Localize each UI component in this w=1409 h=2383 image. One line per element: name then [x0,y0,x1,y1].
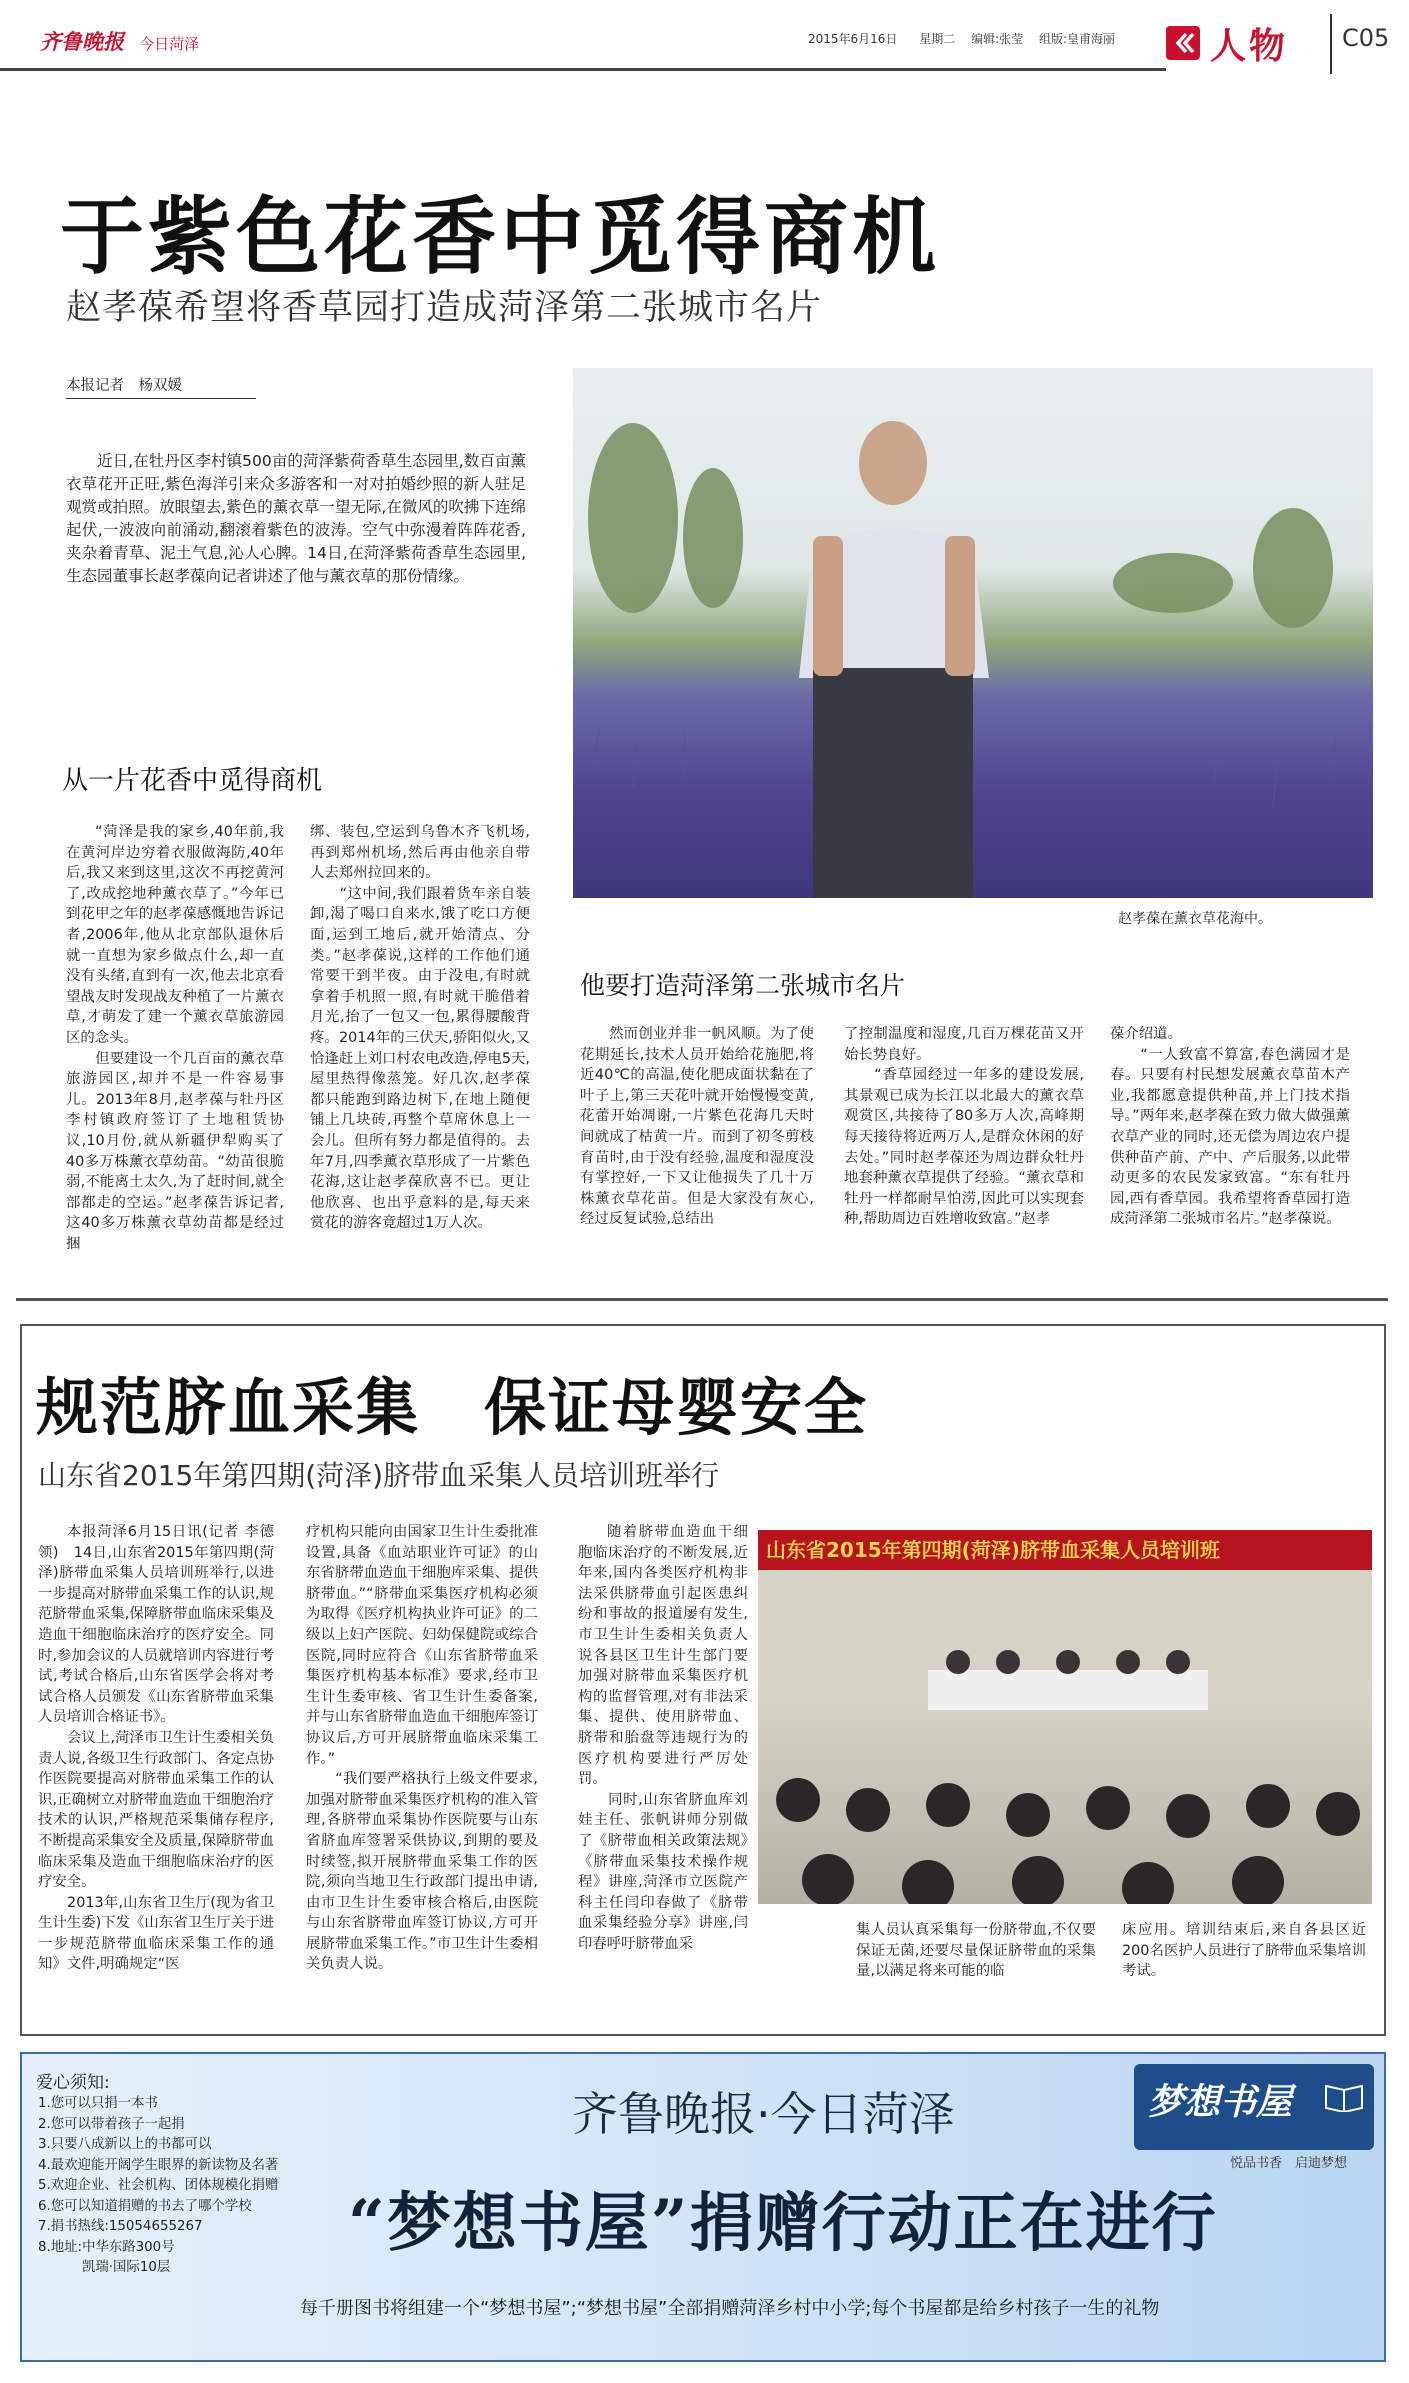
dream-book-house-logo [1134,2064,1374,2150]
book-icon [1324,2082,1364,2112]
notice-item: 4.最欢迎能开阔学生眼界的新读物及名著 [38,2157,279,2173]
header-meta [808,30,1115,47]
editor-credit: 编辑:张莹 [971,32,1024,46]
notice-item: 8.地址:中华东路300号 [38,2239,175,2255]
masthead [40,26,280,52]
story2-col3: 随着脐带血造血干细胞临床治疗的不断发展,近年来,国内各类医疗机构非法采供脐带血引起医患纠纷和事故的报道屡有发生,市卫生计生委相关负责人说各县区卫生计生部门要加强对脐带血采集医疗机构的监督管理,对有非法采集、提供、使用脐带血、脐带和胎盘等违规行为的医疗机构要进行严厉处罚。 同时,山东省脐血库刘娃主任、张帆讲师分别做了《脐带血相关政策法规》《脐带血采集技术操作规程》讲座,菏泽市立医院产科主任闫印春做了《脐带血采集经验分享》讲座,闫印春呼吁脐带血采 [578,1524,748,1952]
story1-lead: 近日,在牡丹区李村镇500亩的菏泽紫荷香草生态园里,数百亩薰衣草花开正旺,紫色海洋引来众多游客和一对对拍婚纱照的新人驻足观赏或拍照。放眼望去,紫色的薰衣草一望无际,在微风的吹拂下连绵起伏,一波波向前涌动,翻滚着紫色的波涛。空气中弥漫着阵阵花香,夹杂着青草、泥土气息,沁人心脾。14日,在菏泽紫荷香草生态园里,生态园董事长赵孝葆向记者讲述了他与薰衣草的那份情缘。 [66,452,526,585]
story1-photo-caption: 赵孝葆在薰衣草花海中。 [1118,911,1272,927]
story1-headline: 于紫色花香中觅得商机 [60,187,941,286]
issue-date: 2015年6月16日 [808,32,898,46]
notice-item: 7.捐书热线:15054655267 [38,2219,203,2234]
story1-col2: 绑、装包,空运到乌鲁木齐飞机场,再到郑州机场,然后再由他亲自带人去郑州拉回来的。 “这中间,我们跟着货车亲自装卸,渴了喝口自来水,饿了吃口方便面,运到工地后,就开始清点、分类。”赵孝葆说,这样的工作他们通常要干到半夜。由于没电,有时就拿着手机照一照,有时就干脆借着月光,抬了一包又一包,累得腰酸背疼。2014年的三伏天,骄阳似火,又恰逢赶上刘口村农电改造,停电5天,屋里热得像蒸笼。好几次,赵孝葆都只能跑到路边树下,在地上随便铺上几块砖,再整个草席休息上一会儿。但所有努力都是值得的。去年7月,四季薰衣草形成了一片紫色花海,这让赵孝葆欣喜不已。更让他欣喜、也出乎意料的是,每天来赏花的游客竟超过1万人次。 [310,824,530,1232]
notice-item: 凯瑞·国际10层 [82,2260,171,2275]
story2-photo [758,1530,1372,1904]
notice-list [38,2094,338,2279]
book-drive-ad [20,2052,1386,2362]
story1-byline: 本报记者 杨双媛 [66,378,182,394]
story1-col5: 葆介绍道。 “一人致富不算富,春色满园才是春。只要有村民想发展薰衣草苗木产业,我都愿意提供种苗,并上门技术指导。”两年来,赵孝葆在致力做大做强薰衣草产业的同时,还无偿为周边农户提供种苗产前、产中、产后服务,以此带动更多的农民发家致富。“东有牡丹园,西有香草园。我希望将香草园打造成菏泽第二张城市名片。”赵孝葆说。 [1110,1026,1350,1228]
story2-col1: 本报菏泽6月15日讯(记者 李德领) 14日,山东省2015年第四期(菏泽)脐带血采集人员培训班举行,以进一步提高对脐带血采集工作的认识,规范脐带血采集,保障脐带血临床采集及造血干细胞临床治疗的医疗安全。同时,参加会议的人员就培训内容进行考试,考试合格后,山东省医学会将对考试合格人员颁发《山东省脐带血采集人员培训合格证书》。 会议上,菏泽市卫生计生委相关负责人说,各级卫生行政部门、各定点协作医院要提高对脐带血采集工作的认识,正确树立对脐带血造血干细胞治疗技术的认识,严格规范采集储存程序,不断提高采集安全及质量,保障脐带血临床采集及造血干细胞临床治疗的医疗安全。 2013年,山东省卫生厅(现为省卫生计生委)下发《山东省卫生厅关于进一步规范脐带血临床采集工作的通知》文件,明确规定“医 [38,1524,274,1973]
training-session-illustration [758,1570,1372,1904]
section-name: 今日菏泽 [139,35,200,53]
section-marker [1166,20,1320,66]
notice-item: 1.您可以只捐一本书 [38,2096,158,2111]
chevron-left-icon [1166,26,1200,60]
ad-headline: “梦想书屋”捐赠行动正在进行 [348,2186,1218,2261]
logo-slogan: 悦品书香 启迪梦想 [1230,2156,1348,2171]
notice-item: 6.您可以知道捐赠的书去了哪个学校 [38,2198,252,2214]
story2-subhead: 山东省2015年第四期(菏泽)脐带血采集人员培训班举行 [38,1459,720,1492]
layout-credit: 组版:皇甫海丽 [1039,32,1116,46]
story1-photo [573,368,1373,898]
column-title: 人物 [1210,25,1289,67]
notice-title: 爱心须知: [36,2073,110,2093]
paper-logo: 齐鲁晚报 [40,29,124,54]
notice-item: 5.欢迎企业、社会机构、团体规模化捐赠 [38,2178,279,2193]
story2-col2: 疗机构只能向由国家卫生计生委批准设置,具备《血站职业许可证》的山东省脐带血造血干细胞库采集、提供脐带血。”“脐带血采集医疗机构必须为取得《医疗机构执业许可证》的二级以上妇产医院、妇幼保健院或综合医院,同时应符合《山东省脐带血采集医疗机构基本标准》要求,经市卫生计生委审核、省卫生计生委备案,并与山东省脐带血造血干细胞库签订协议后,方可开展脐带血临床采集工作。” “我们要严格执行上级文件要求,加强对脐带血采集医疗机构的准入管理,各脐带血采集协作医院要与山东省脐血库签署采供协议,到期的要及时续签,拟开展脐带血采集工作的医院,须向当地卫生行政部门提出申请,由市卫生计生委审核合格后,由医院与山东省脐带血库签订协议,方可开展脐带血采集工作。”市卫生计生委相关负责人说。 [306,1524,538,1973]
story1-col1: “菏泽是我的家乡,40年前,我在黄河岸边穷着衣服做海防,40年后,我又来到这里,这次不再挖黄河了,改成挖地种薰衣草了。”今年已到花甲之年的赵孝葆感慨地告诉记者,2006年,他从北京部队退休后就一直想为家乡做点什么,却一直没有头绪,直到有一次,他去北京看望战友时发现战友种植了一片薰衣草,才萌发了建一个薰衣草旅游园区的念头。 但要建设一个几百亩的薰衣草旅游园区,却并不是一件容易事儿。2013年8月,赵孝葆与牡丹区李村镇政府签订了土地租赁协议,10月份,就从新疆伊犁购买了40多万株薰衣草幼苗。“幼苗很脆弱,不能离土太久,为了赶时间,就全部都走的空运。”赵孝葆告诉记者,这40多万株薰衣草幼苗都是经过捆 [66,824,284,1252]
story1-subhead-1: 从一片花香中觅得商机 [62,766,323,796]
ad-brand: 齐鲁晚报·今日菏泽 [572,2087,955,2141]
story2-col5: 床应用。培训结束后,来自各县区近200名医护人员进行了脐带血采集培训考试。 [1122,1922,1366,1980]
event-banner: 山东省2015年第四期(菏泽)脐带血采集人员培训班 [758,1530,1372,1570]
story1-col3: 然而创业并非一帆风顺。为了使花期延长,技术人员开始给花施肥,将近40℃的高温,使化肥成面状黏在了叶子上,第三天花叶就开始慢慢变黄,花蕾开始凋谢,一片紫色花海几天时间就成了枯黄一片。而到了初冬剪枝育苗时,由于没有经验,温度和湿度没有掌控好,一下又让他损失了几十万株薰衣草花苗。但是大家没有灰心,经过反复试验,总结出 [580,1026,814,1228]
logo-text: 梦想书屋 [1148,2081,1293,2123]
notice-item: 3.只要八成新以上的书都可以 [38,2137,212,2152]
lavender-field-illustration [573,368,1373,898]
story2-headline: 规范脐血采集 保证母婴安全 [36,1371,869,1444]
story2-col4: 集人员认真采集每一份脐带血,不仅要保证无菌,还要尽量保证脐带血的采集量,以满足将来可能的临 [856,1922,1096,1980]
page-number: C05 [1342,24,1390,52]
notice-item: 2.您可以带着孩子一起捐 [38,2116,185,2132]
story1-subhead: 赵孝葆希望将香草园打造成菏泽第二张城市名片 [66,288,823,328]
issue-weekday: 星期二 [919,32,956,46]
story1-col4: 了控制温度和湿度,几百万棵花苗又开始长势良好。 “香草园经过一年多的建设发展,其景观已成为长江以北最大的薰衣草观赏区,共接待了80多万人次,高峰期每天接待将近两万人,是群众休闲的好去处。”同时赵孝葆还为周边群众牡丹地套种薰衣草提供了经验。“薰衣草和牡丹一样都耐旱怕涝,因此可以实现套种,帮助周边百姓增收致富。”赵孝 [844,1026,1084,1228]
story1-subhead-2: 他要打造菏泽第二张城市名片 [580,971,906,1000]
ad-tagline: 每千册图书将组建一个“梦想书屋”;“梦想书屋”全部捐赠菏泽乡村中小学;每个书屋都是给乡村孩子一生的礼物 [300,2298,1160,2319]
person-figure [799,421,989,898]
